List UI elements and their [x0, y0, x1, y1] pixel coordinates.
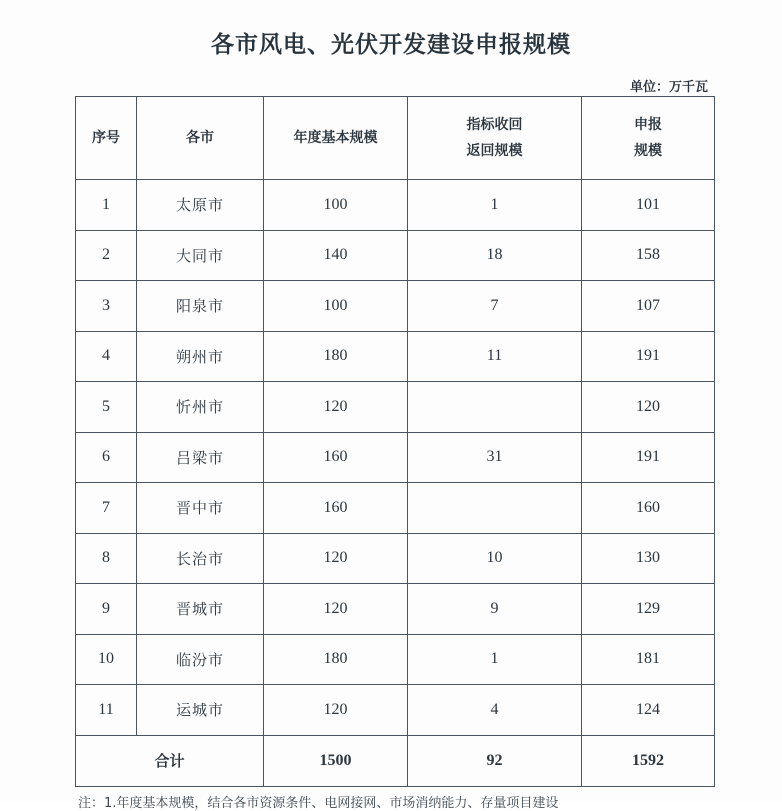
table-row [76, 432, 715, 483]
unit-label: 单位：万千瓦 [629, 80, 708, 95]
row-city: 运城市 [137, 685, 264, 736]
table-row [76, 483, 715, 534]
total-declared: 1592 [582, 735, 715, 786]
row-city: 临汾市 [137, 634, 264, 685]
row-annual-base: 120 [264, 685, 408, 736]
total-annual-base: 1500 [264, 735, 408, 786]
row-returned: 9 [408, 584, 582, 635]
table-header-row [76, 97, 715, 180]
row-returned: 1 [408, 634, 582, 685]
total-label: 合计 [76, 735, 264, 786]
header-declared [582, 97, 715, 180]
header-annual-base: 年度基本规模 [264, 97, 408, 180]
row-declared: 160 [582, 483, 715, 534]
row-index: 7 [76, 483, 137, 534]
document-title: 各市风电、光伏开发建设申报规模 [211, 32, 571, 58]
header-returned-line1: 指标收回 [466, 117, 523, 133]
row-city: 阳泉市 [137, 281, 264, 332]
row-city: 吕梁市 [137, 432, 264, 483]
row-city: 大同市 [137, 230, 264, 281]
row-index: 8 [76, 533, 137, 584]
row-declared: 181 [582, 634, 715, 685]
row-annual-base: 100 [264, 281, 408, 332]
row-declared: 124 [582, 685, 715, 736]
row-annual-base: 140 [264, 230, 408, 281]
row-declared: 191 [582, 432, 715, 483]
total-row [76, 735, 715, 786]
row-returned [408, 382, 582, 433]
table-row [76, 685, 715, 736]
row-city: 忻州市 [137, 382, 264, 433]
row-annual-base: 180 [264, 331, 408, 382]
row-annual-base: 120 [264, 533, 408, 584]
row-city: 晋中市 [137, 483, 264, 534]
footnote-partial: 注：1.年度基本规模，结合各市资源条件、电网接网、市场消纳能力、存量项目建设 [78, 796, 559, 811]
row-returned: 10 [408, 533, 582, 584]
table-row [76, 584, 715, 635]
row-index: 10 [76, 634, 137, 685]
total-returned: 92 [408, 735, 582, 786]
row-index: 3 [76, 281, 137, 332]
row-index: 5 [76, 382, 137, 433]
row-returned: 11 [408, 331, 582, 382]
row-returned [408, 483, 582, 534]
table-row [76, 180, 715, 231]
table-row [76, 634, 715, 685]
table-row [76, 281, 715, 332]
row-returned: 7 [408, 281, 582, 332]
row-declared: 129 [582, 584, 715, 635]
row-index: 9 [76, 584, 137, 635]
row-annual-base: 180 [264, 634, 408, 685]
row-city: 太原市 [137, 180, 264, 231]
row-city: 晋城市 [137, 584, 264, 635]
header-declared-line1: 申报 [634, 117, 662, 133]
row-declared: 130 [582, 533, 715, 584]
row-city: 长治市 [137, 533, 264, 584]
header-city: 各市 [137, 97, 264, 180]
row-annual-base: 160 [264, 483, 408, 534]
row-declared: 191 [582, 331, 715, 382]
row-annual-base: 100 [264, 180, 408, 231]
header-returned-line2: 返回规模 [466, 143, 523, 159]
row-declared: 158 [582, 230, 715, 281]
row-returned: 18 [408, 230, 582, 281]
row-city: 朔州市 [137, 331, 264, 382]
row-declared: 101 [582, 180, 715, 231]
row-declared: 120 [582, 382, 715, 433]
row-index: 11 [76, 685, 137, 736]
table-row [76, 230, 715, 281]
row-index: 6 [76, 432, 137, 483]
row-index: 2 [76, 230, 137, 281]
scale-table [75, 96, 715, 787]
row-annual-base: 120 [264, 382, 408, 433]
row-annual-base: 120 [264, 584, 408, 635]
header-declared-line2: 规模 [634, 143, 662, 159]
row-returned: 4 [408, 685, 582, 736]
row-annual-base: 160 [264, 432, 408, 483]
row-returned: 31 [408, 432, 582, 483]
header-index: 序号 [76, 97, 137, 180]
row-index: 4 [76, 331, 137, 382]
table-row [76, 533, 715, 584]
row-returned: 1 [408, 180, 582, 231]
table-row [76, 382, 715, 433]
row-declared: 107 [582, 281, 715, 332]
header-returned [408, 97, 582, 180]
row-index: 1 [76, 180, 137, 231]
table-row [76, 331, 715, 382]
